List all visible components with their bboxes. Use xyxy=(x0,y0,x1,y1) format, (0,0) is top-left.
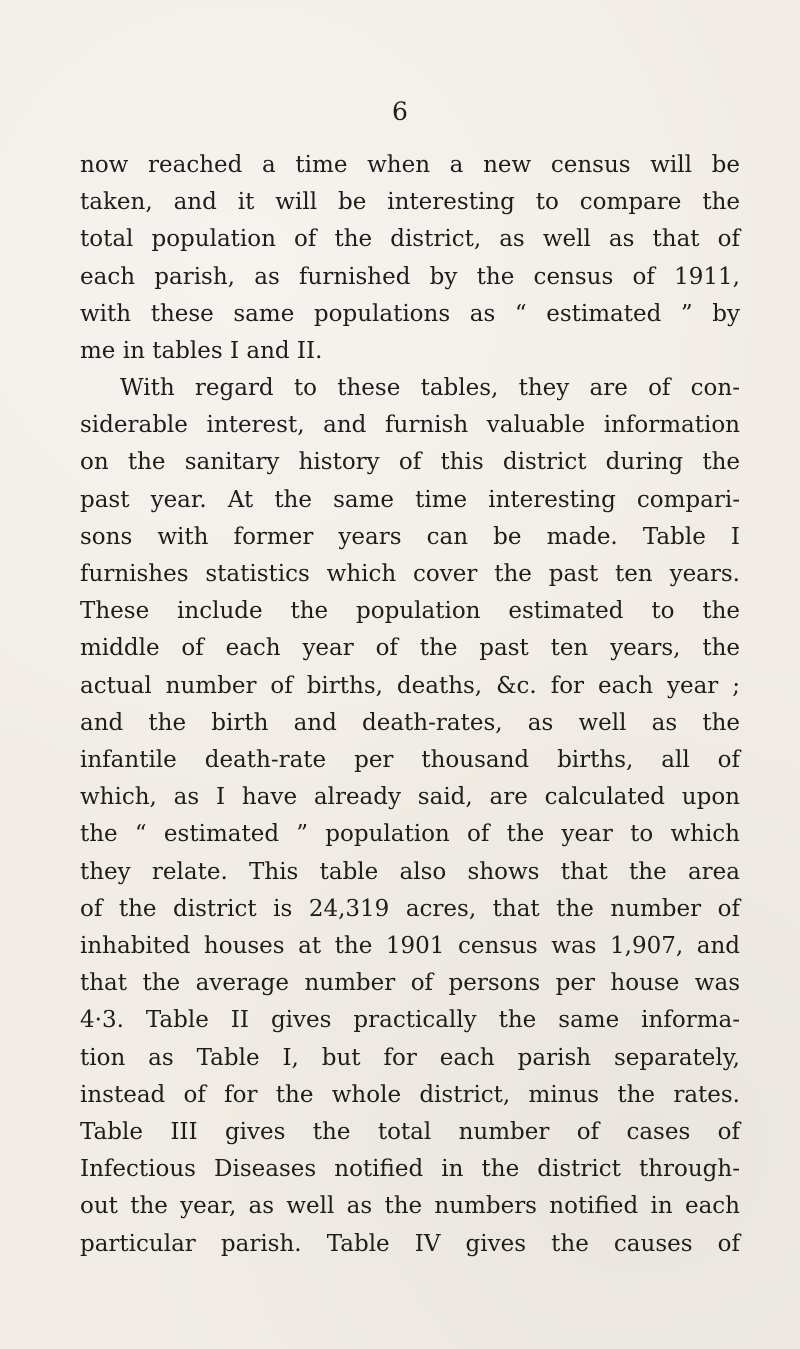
text-line: each parish, as furnished by the census of 1911, xyxy=(80,263,740,290)
text-line: 4·3. Table II gives practically the same informa- xyxy=(80,1007,740,1034)
text-line: inhabited houses at the 1901 census was 1,907, and xyxy=(80,933,740,960)
paragraph-2 xyxy=(80,370,740,1263)
text-line: furnishes statistics which cover the past ten years. xyxy=(80,561,740,588)
text-line: total population of the district, as well as that of xyxy=(80,226,740,253)
text-line: siderable interest, and furnish valuable information xyxy=(80,412,740,439)
text-line: instead of for the whole district, minus the rates. xyxy=(80,1081,740,1108)
text-line: out the year, as well as the numbers notified in each xyxy=(80,1193,740,1220)
paragraph-1 xyxy=(80,147,740,370)
text-line: These include the population estimated to the xyxy=(80,598,740,625)
text-line: me in tables I and II. xyxy=(80,338,323,365)
text-line: the “ estimated ” population of the year to which xyxy=(80,821,740,848)
text-line: that the average number of persons per house was xyxy=(80,970,740,997)
text-line: sons with former years can be made. Table I xyxy=(80,523,740,550)
text-line: which, as I have already said, are calculated upon xyxy=(80,784,740,811)
text-line: they relate. This table also shows that the area xyxy=(80,858,740,885)
text-line: of the district is 24,319 acres, that the number of xyxy=(80,895,740,922)
text-line: past year. At the same time interesting compari- xyxy=(80,486,740,513)
text-line: actual number of births, deaths, &c. for each year ; xyxy=(80,672,740,699)
text-line: Table III gives the total number of cases of xyxy=(80,1119,740,1146)
text-line: on the sanitary history of this district during the xyxy=(80,449,740,476)
text-line: middle of each year of the past ten years, the xyxy=(80,635,740,662)
page-number: 6 xyxy=(392,97,408,126)
text-line: particular parish. Table IV gives the causes of xyxy=(80,1230,740,1257)
text-line: now reached a time when a new census will be xyxy=(80,152,740,178)
text-line: taken, and it will be interesting to compare the xyxy=(80,189,740,216)
text-line: Infectious Diseases notified in the district through- xyxy=(80,1156,740,1183)
text-line: with these same populations as “ estimated ” by xyxy=(80,300,740,327)
text-line: With regard to these tables, they are of con- xyxy=(120,375,740,401)
text-line: infantile death-rate per thousand births, all of xyxy=(80,747,740,774)
text-line: and the birth and death-rates, as well as the xyxy=(80,709,740,736)
text-line: tion as Table I, but for each parish separately, xyxy=(80,1044,740,1071)
